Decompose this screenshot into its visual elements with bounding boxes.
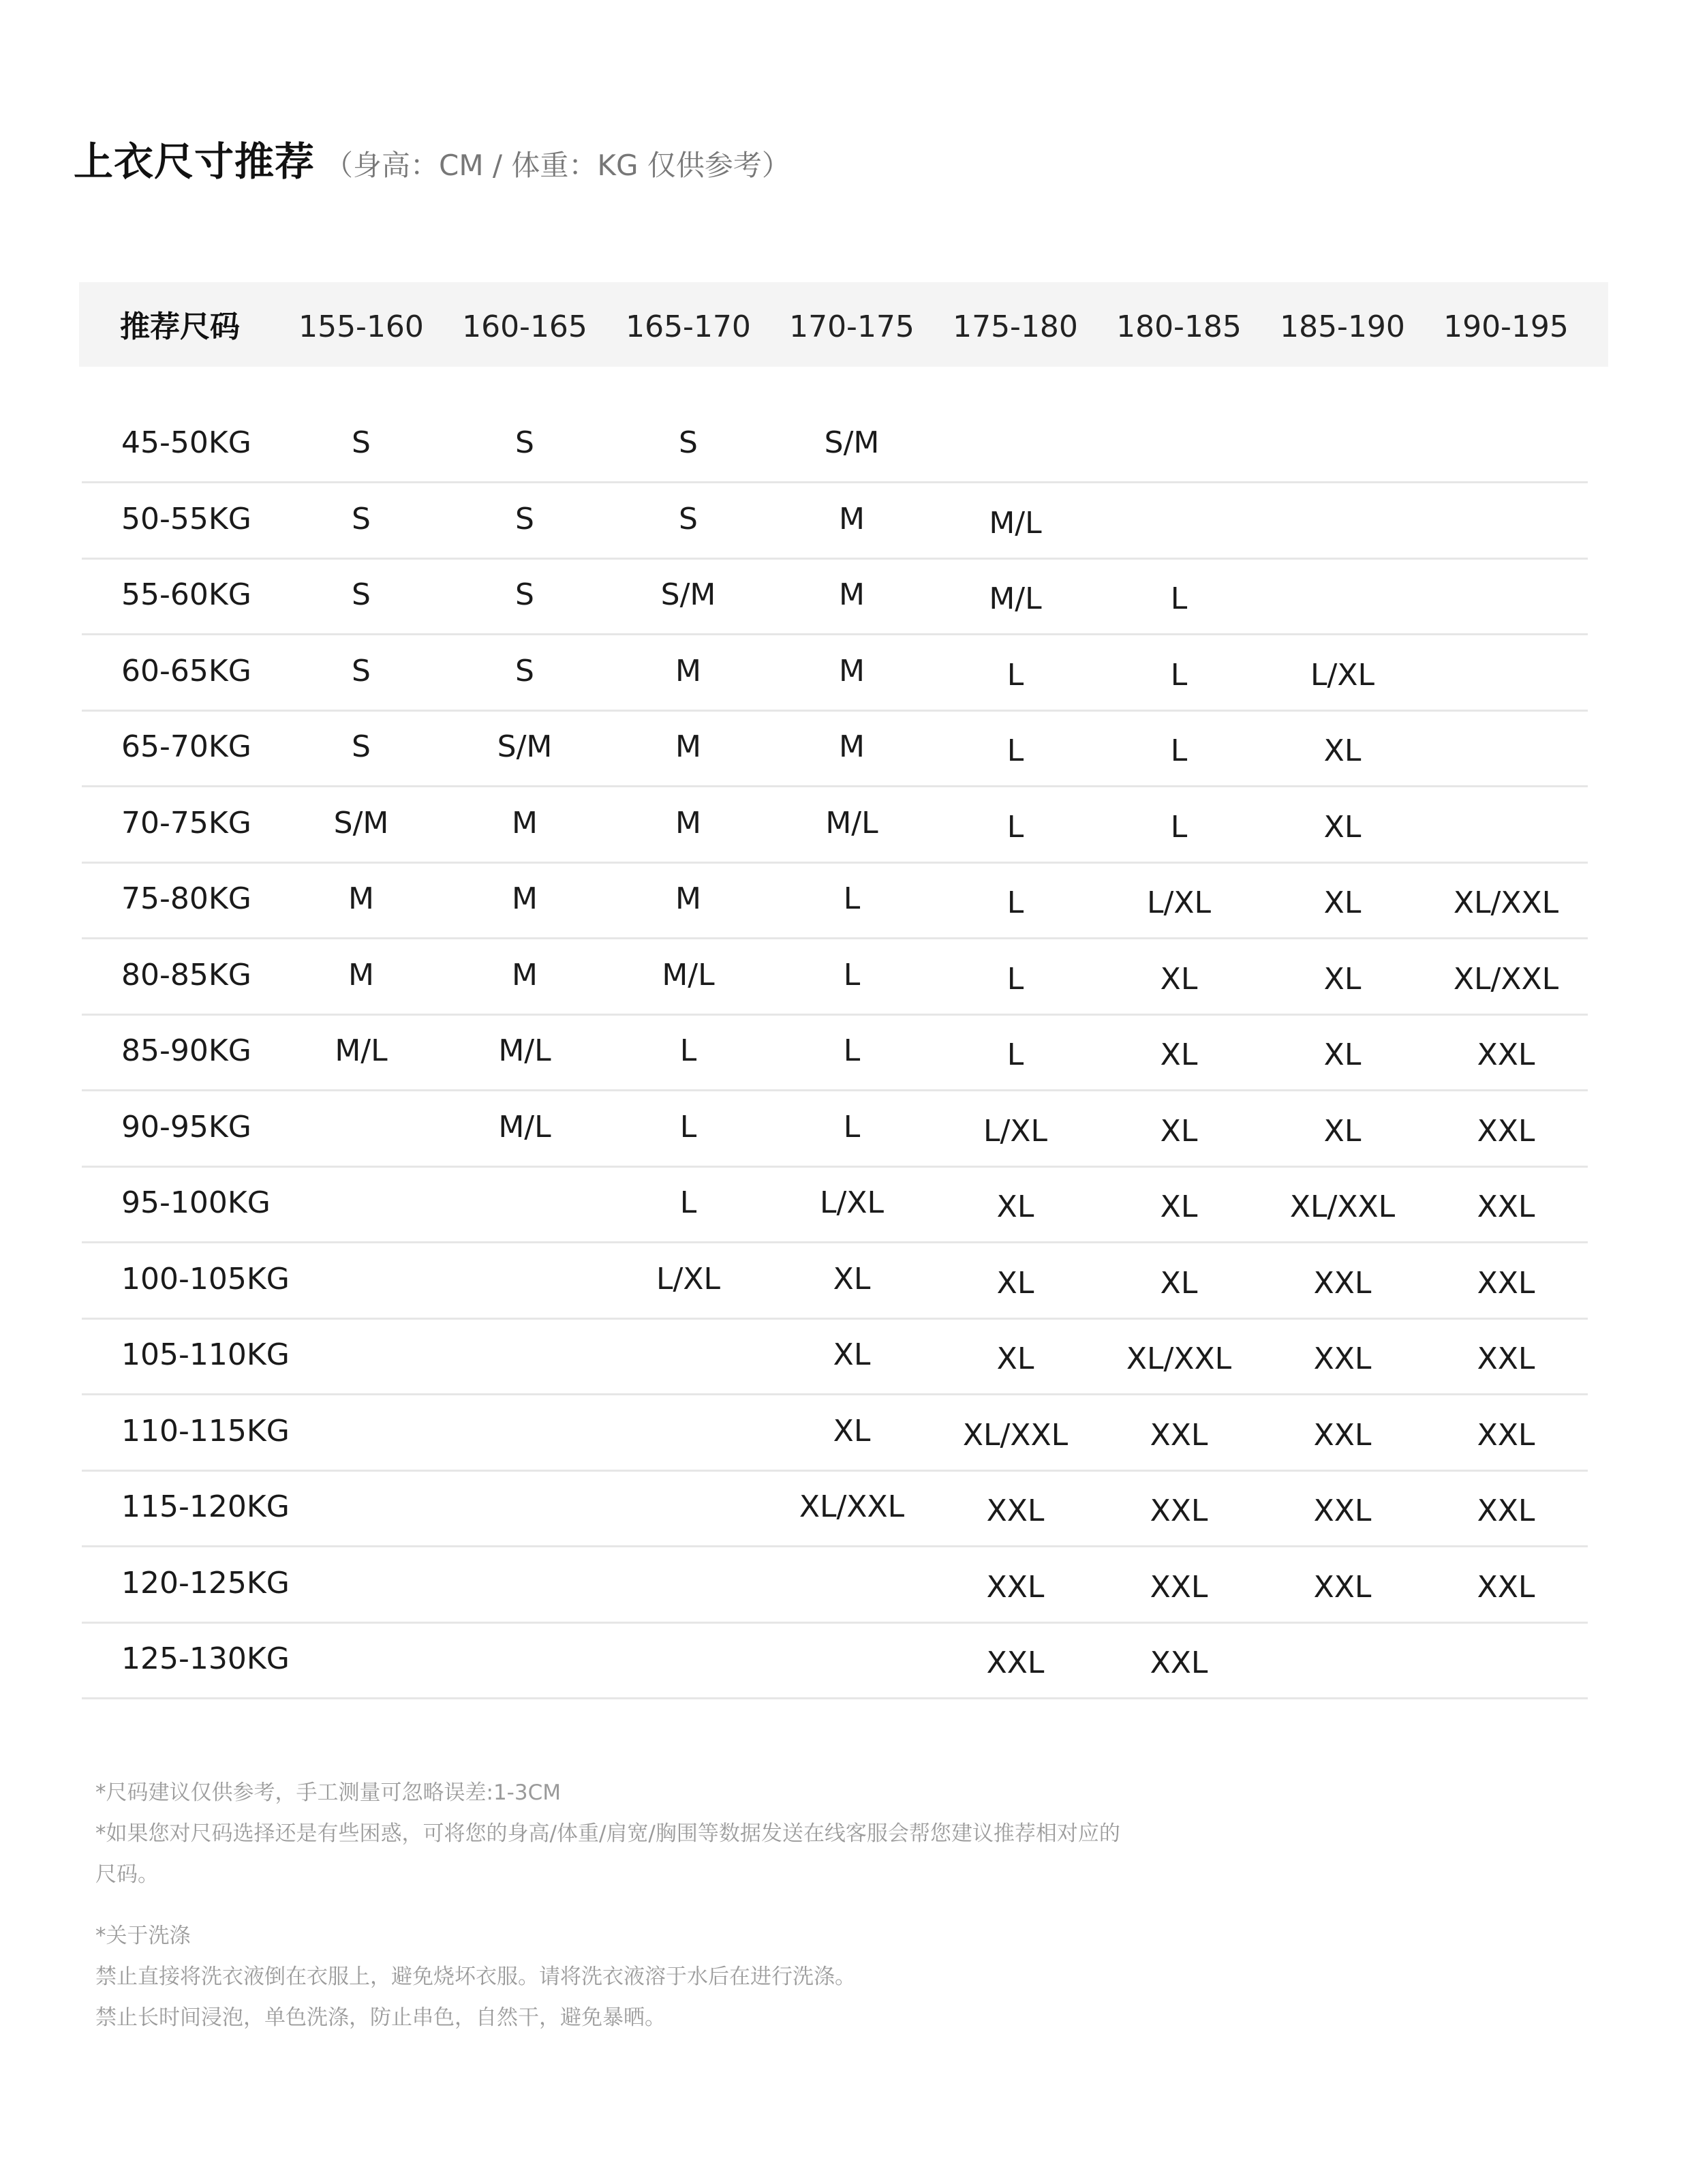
- row-weight-label: 100-105KG: [121, 1262, 290, 1296]
- row-divider: [82, 558, 1588, 560]
- size-cell: M: [512, 881, 538, 916]
- size-cell: S: [352, 729, 371, 764]
- size-cell: L: [679, 1185, 697, 1220]
- note-contact-line1: *如果您对尺码选择还是有些困惑，可将您的身高/体重/肩宽/胸围等数据发送在线客服会帮您建议推荐相对应的: [95, 1821, 1120, 1846]
- size-cell: XL: [1160, 1189, 1198, 1224]
- row-divider: [82, 1545, 1588, 1547]
- size-cell: M: [839, 729, 865, 764]
- size-cell: L/XL: [656, 1262, 720, 1296]
- row-divider: [82, 481, 1588, 483]
- notes-section: [95, 1772, 1254, 2038]
- row-divider: [82, 1470, 1588, 1472]
- header-height-190-195: 190-195: [1443, 309, 1569, 344]
- size-cell: L: [1007, 885, 1024, 920]
- size-cell: L/XL: [983, 1114, 1047, 1149]
- size-cell: XXL: [1477, 1114, 1535, 1149]
- size-cell: M: [675, 881, 701, 916]
- size-cell: M: [839, 654, 865, 688]
- row-weight-label: 95-100KG: [121, 1185, 271, 1220]
- header-height-160-165: 160-165: [462, 309, 587, 344]
- size-cell: L: [1007, 962, 1024, 997]
- size-cell: S: [352, 425, 371, 460]
- size-cell: XXL: [1477, 1493, 1535, 1528]
- size-cell: L: [1007, 810, 1024, 845]
- size-cell: XXL: [986, 1645, 1045, 1680]
- size-cell: XL/XXL: [1289, 1189, 1396, 1224]
- size-cell: M/L: [335, 1033, 388, 1068]
- size-cell: XL: [833, 1414, 871, 1449]
- size-cell: M: [512, 806, 538, 840]
- size-cell: S/M: [824, 425, 880, 460]
- row-weight-label: 70-75KG: [121, 806, 251, 840]
- row-divider: [82, 1393, 1588, 1395]
- size-cell: L: [1170, 810, 1188, 845]
- header-height-170-175: 170-175: [789, 309, 915, 344]
- size-cell: S: [515, 502, 534, 536]
- size-cell: XL: [1323, 962, 1362, 997]
- size-cell: XL: [996, 1189, 1034, 1224]
- size-cell: XXL: [986, 1570, 1045, 1605]
- size-cell: L: [1170, 733, 1188, 768]
- row-weight-label: 105-110KG: [121, 1337, 290, 1372]
- size-cell: XL: [1160, 1114, 1198, 1149]
- size-cell: XXL: [1477, 1341, 1535, 1376]
- note-contact-line2: 尺码。: [95, 1862, 159, 1887]
- size-cell: XXL: [986, 1493, 1045, 1528]
- size-cell: M: [675, 729, 701, 764]
- size-cell: XL: [1323, 885, 1362, 920]
- size-cell: L: [1007, 658, 1024, 693]
- wash-title: *关于洗涤: [95, 1924, 191, 1948]
- size-cell: M: [675, 654, 701, 688]
- size-cell: XXL: [1150, 1570, 1208, 1605]
- size-cell: L: [679, 1033, 697, 1068]
- row-divider: [82, 633, 1588, 635]
- size-cell: XXL: [1313, 1570, 1372, 1605]
- size-cell: M/L: [989, 581, 1042, 616]
- page-title: [74, 130, 790, 191]
- size-cell: S: [515, 425, 534, 460]
- size-cell: XXL: [1150, 1645, 1208, 1680]
- size-cell: L/XL: [1147, 885, 1211, 920]
- header-height-165-170: 165-170: [626, 309, 751, 344]
- header-height-180-185: 180-185: [1116, 309, 1242, 344]
- size-cell: XL: [1160, 1266, 1198, 1301]
- size-cell: L: [843, 958, 861, 992]
- size-cell: XXL: [1313, 1418, 1372, 1453]
- size-cell: XL: [996, 1266, 1034, 1301]
- size-cell: S: [679, 502, 698, 536]
- row-weight-label: 60-65KG: [121, 654, 251, 688]
- row-weight-label: 80-85KG: [121, 958, 251, 992]
- note-measurement: *尺码建议仅供参考，手工测量可忽略误差:1-3CM: [95, 1780, 561, 1805]
- size-cell: L: [843, 881, 861, 916]
- row-weight-label: 120-125KG: [121, 1566, 290, 1601]
- size-cell: S: [352, 502, 371, 536]
- size-cell: M: [512, 958, 538, 992]
- size-cell: XL: [833, 1262, 871, 1296]
- size-cell: L: [1170, 581, 1188, 616]
- size-cell: M/L: [498, 1110, 551, 1144]
- header-corner-label: 推荐尺码: [120, 309, 240, 344]
- size-cell: M/L: [662, 958, 715, 992]
- row-divider: [82, 710, 1588, 712]
- row-weight-label: 85-90KG: [121, 1033, 251, 1068]
- row-divider: [82, 1241, 1588, 1243]
- size-cell: XXL: [1313, 1493, 1372, 1528]
- header-height-155-160: 155-160: [298, 309, 424, 344]
- row-weight-label: 90-95KG: [121, 1110, 251, 1144]
- size-cell: XXL: [1150, 1418, 1208, 1453]
- size-cell: S: [679, 425, 698, 460]
- size-cell: XL/XXL: [799, 1489, 905, 1524]
- row-weight-label: 125-130KG: [121, 1641, 290, 1676]
- title-main: 上衣尺寸推荐: [74, 138, 316, 185]
- size-cell: L: [679, 1110, 697, 1144]
- size-cell: S: [352, 654, 371, 688]
- row-divider: [82, 1166, 1588, 1168]
- size-cell: M: [348, 958, 374, 992]
- size-cell: XXL: [1477, 1266, 1535, 1301]
- size-cell: XXL: [1477, 1037, 1535, 1072]
- header-height-175-180: 175-180: [953, 309, 1078, 344]
- size-cell: M: [839, 577, 865, 612]
- header-height-185-190: 185-190: [1280, 309, 1405, 344]
- row-weight-label: 55-60KG: [121, 577, 251, 612]
- size-cell: M: [348, 881, 374, 916]
- size-cell: L/XL: [820, 1185, 884, 1220]
- size-cell: L: [1007, 733, 1024, 768]
- row-weight-label: 65-70KG: [121, 729, 251, 764]
- wash-line2: 禁止长时间浸泡，单色洗涤，防止串色，自然干，避免暴晒。: [95, 2005, 666, 2030]
- size-cell: XXL: [1150, 1493, 1208, 1528]
- size-cell: XL/XXL: [1126, 1341, 1232, 1376]
- row-divider: [82, 1014, 1588, 1016]
- size-cell: L: [1007, 1037, 1024, 1072]
- size-cell: S: [515, 577, 534, 612]
- size-cell: XL: [1160, 1037, 1198, 1072]
- size-cell: M/L: [825, 806, 878, 840]
- size-cell: M: [839, 502, 865, 536]
- row-weight-label: 110-115KG: [121, 1414, 290, 1449]
- size-cell: XL: [996, 1341, 1034, 1376]
- size-cell: L: [843, 1033, 861, 1068]
- size-cell: L: [843, 1110, 861, 1144]
- size-cell: XXL: [1477, 1189, 1535, 1224]
- size-cell: XL: [1160, 962, 1198, 997]
- size-cell: M/L: [498, 1033, 551, 1068]
- size-cell: S: [515, 654, 534, 688]
- size-cell: XL: [1323, 1037, 1362, 1072]
- row-divider: [82, 1697, 1588, 1699]
- size-cell: XL/XXL: [1453, 962, 1559, 997]
- size-cell: XL: [1323, 733, 1362, 768]
- row-weight-label: 115-120KG: [121, 1489, 290, 1524]
- row-divider: [82, 1089, 1588, 1091]
- row-weight-label: 75-80KG: [121, 881, 251, 916]
- size-cell: XL/XXL: [962, 1418, 1069, 1453]
- size-cell: S/M: [660, 577, 716, 612]
- size-cell: XL: [1323, 810, 1362, 845]
- wash-line1: 禁止直接将洗衣液倒在衣服上，避免烧坏衣服。请将洗衣液溶于水后在进行洗涤。: [95, 1965, 856, 1989]
- size-cell: XXL: [1313, 1266, 1372, 1301]
- size-cell: L: [1170, 658, 1188, 693]
- size-cell: XXL: [1313, 1341, 1372, 1376]
- size-cell: XL: [833, 1337, 871, 1372]
- row-weight-label: 50-55KG: [121, 502, 251, 536]
- row-divider: [82, 937, 1588, 939]
- row-divider: [82, 1318, 1588, 1320]
- size-cell: XXL: [1477, 1418, 1535, 1453]
- size-cell: S/M: [333, 806, 389, 840]
- row-divider: [82, 1622, 1588, 1624]
- size-cell: XL: [1323, 1114, 1362, 1149]
- row-divider: [82, 785, 1588, 787]
- size-cell: XXL: [1477, 1570, 1535, 1605]
- row-weight-label: 45-50KG: [121, 425, 251, 460]
- size-cell: S/M: [497, 729, 553, 764]
- size-cell: M: [675, 806, 701, 840]
- size-cell: M/L: [989, 506, 1042, 541]
- title-subtitle: （身高：CM / 体重：KG 仅供参考）: [324, 149, 790, 182]
- size-cell: XL/XXL: [1453, 885, 1559, 920]
- size-cell: S: [352, 577, 371, 612]
- row-divider: [82, 862, 1588, 864]
- size-cell: L/XL: [1310, 658, 1374, 693]
